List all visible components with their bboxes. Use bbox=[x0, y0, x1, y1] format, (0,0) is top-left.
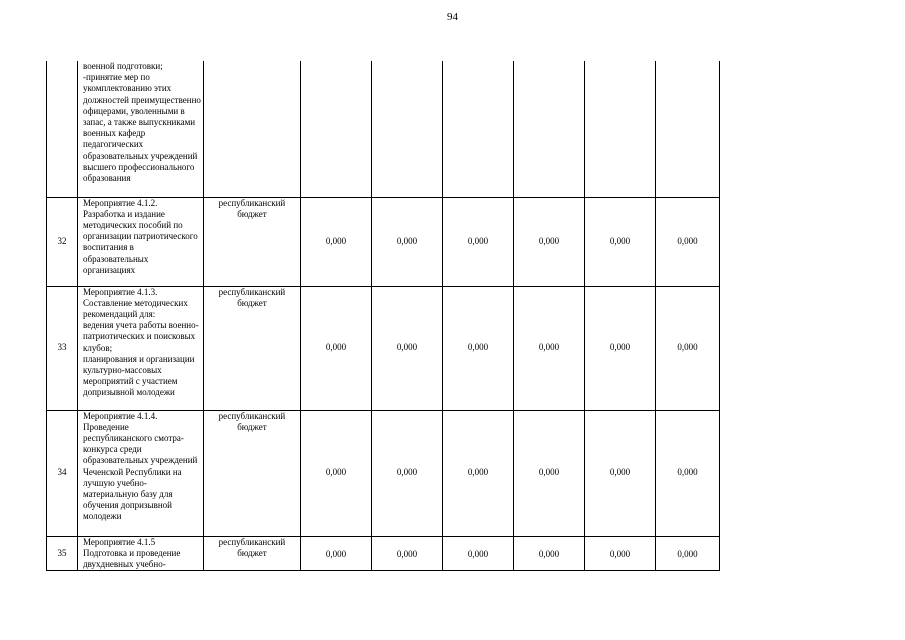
amount-value: 0,000 bbox=[677, 235, 698, 246]
description-line: культурно-массовых bbox=[83, 364, 162, 375]
amount-cell bbox=[584, 61, 655, 197]
description-line: образовательных учреждений bbox=[83, 455, 198, 466]
amount-cell bbox=[300, 410, 371, 536]
description-line: -принятие мер по bbox=[83, 72, 150, 83]
description-line: ведения учета работы военно- bbox=[83, 320, 199, 331]
amount-cell bbox=[655, 536, 719, 571]
funding-source bbox=[203, 536, 300, 571]
row-number: 34 bbox=[47, 410, 78, 536]
description-line: педагогических bbox=[83, 139, 144, 150]
amount-cell bbox=[655, 286, 719, 410]
description-line: Подготовка и проведение bbox=[83, 547, 181, 558]
description-line: республиканского смотра- bbox=[83, 432, 184, 443]
amount-cell bbox=[300, 286, 371, 410]
amount-cell bbox=[513, 61, 584, 197]
amount-value: 0,000 bbox=[325, 467, 347, 478]
description-line: планирования и организации bbox=[83, 353, 195, 364]
description-line: допризывной молодежи bbox=[83, 387, 175, 398]
amount-cell bbox=[371, 197, 442, 286]
amount-cell bbox=[513, 536, 584, 571]
description-line: военной подготовки; bbox=[83, 61, 163, 71]
amount-cell bbox=[442, 61, 513, 197]
description-line: Чеченской Республики на bbox=[83, 466, 182, 477]
funding-source-line: республиканский bbox=[218, 410, 286, 421]
funding-source bbox=[203, 286, 300, 410]
amount-value: 0,000 bbox=[538, 548, 560, 559]
amount-cell bbox=[371, 410, 442, 536]
amount-value: 0,000 bbox=[677, 548, 698, 559]
amount-cell bbox=[513, 410, 584, 536]
funding-source-line: республиканский bbox=[218, 286, 286, 297]
amount-cell bbox=[655, 61, 719, 197]
amount-cell bbox=[300, 197, 371, 286]
amount-value: 0,000 bbox=[609, 235, 631, 246]
amount-cell bbox=[371, 286, 442, 410]
amount-cell bbox=[371, 61, 442, 197]
amount-value: 0,000 bbox=[609, 467, 631, 478]
amount-cell bbox=[442, 197, 513, 286]
description-line: должностей преимущественно bbox=[83, 94, 201, 105]
measure-description bbox=[78, 61, 204, 197]
description-line: запас, а также выпускниками bbox=[83, 117, 196, 128]
table-row bbox=[47, 410, 720, 536]
amount-value: 0,000 bbox=[325, 342, 347, 353]
description-line: Мероприятие 4.1.2. bbox=[83, 197, 158, 208]
table-row bbox=[47, 536, 720, 571]
description-line: Мероприятие 4.1.3. bbox=[83, 286, 158, 297]
funding-source-line: бюджет bbox=[237, 297, 267, 308]
amount-value: 0,000 bbox=[467, 342, 489, 353]
funding-source-line: республиканский bbox=[218, 536, 286, 547]
funding-source bbox=[203, 410, 300, 536]
description-line: образовательных учреждений bbox=[83, 150, 198, 161]
amount-value: 0,000 bbox=[677, 467, 698, 478]
description-line: двухдневных учебно- bbox=[83, 558, 166, 569]
amount-value: 0,000 bbox=[467, 548, 489, 559]
description-line: лучшую учебно- bbox=[83, 477, 147, 488]
amount-cell bbox=[371, 536, 442, 571]
description-line: воспитания в bbox=[83, 242, 134, 253]
description-line: методических пособий по bbox=[83, 219, 183, 230]
amount-value: 0,000 bbox=[609, 342, 631, 353]
amount-cell bbox=[655, 410, 719, 536]
measures-table bbox=[46, 61, 720, 571]
description-line: конкурса среди bbox=[83, 444, 142, 455]
description-line: Проведение bbox=[83, 421, 129, 432]
amount-value: 0,000 bbox=[467, 467, 489, 478]
measure-description bbox=[78, 410, 204, 536]
amount-value: 0,000 bbox=[609, 548, 631, 559]
description-line: материальную базу для bbox=[83, 488, 173, 499]
amount-value: 0,000 bbox=[325, 235, 347, 246]
row-number: 33 bbox=[47, 286, 78, 410]
funding-source-line: бюджет bbox=[237, 208, 267, 219]
amount-value: 0,000 bbox=[396, 467, 418, 478]
table-row bbox=[47, 197, 720, 286]
amount-cell bbox=[513, 197, 584, 286]
amount-value: 0,000 bbox=[396, 548, 418, 559]
description-line: Разработка и издание bbox=[83, 208, 165, 219]
row-number: 35 bbox=[47, 536, 78, 571]
amount-value: 0,000 bbox=[467, 235, 489, 246]
description-line: высшего профессионального bbox=[83, 161, 195, 172]
measure-description bbox=[78, 197, 204, 286]
amount-value: 0,000 bbox=[677, 342, 698, 353]
description-line: образовательных bbox=[83, 253, 149, 264]
amount-cell bbox=[300, 536, 371, 571]
amount-value: 0,000 bbox=[538, 235, 560, 246]
amount-cell bbox=[584, 197, 655, 286]
row-number bbox=[47, 61, 78, 197]
description-line: рекомендаций для: bbox=[83, 308, 156, 319]
description-line: патриотических и поисковых bbox=[83, 331, 196, 342]
description-line: образования bbox=[83, 173, 131, 184]
description-line: укомплектованию этих bbox=[83, 83, 172, 94]
funding-source bbox=[203, 197, 300, 286]
measure-description bbox=[78, 536, 204, 571]
table-row bbox=[47, 61, 720, 197]
description-line: организации патриотического bbox=[83, 231, 198, 242]
amount-cell bbox=[655, 197, 719, 286]
description-line: Мероприятие 4.1.5 bbox=[83, 536, 156, 547]
table-row bbox=[47, 286, 720, 410]
description-line: офицерами, уволенными в bbox=[83, 105, 185, 116]
funding-source-line: бюджет bbox=[237, 547, 267, 558]
amount-cell bbox=[442, 536, 513, 571]
description-line: молодежи bbox=[83, 511, 122, 522]
page-number: 94 bbox=[447, 11, 458, 23]
description-line: обучения допризывной bbox=[83, 500, 172, 511]
amount-value: 0,000 bbox=[325, 548, 347, 559]
amount-value: 0,000 bbox=[538, 467, 560, 478]
measure-description bbox=[78, 286, 204, 410]
funding-source-line: бюджет bbox=[237, 421, 267, 432]
description-line: Составление методических bbox=[83, 297, 188, 308]
amount-value: 0,000 bbox=[396, 235, 418, 246]
description-line: клубов; bbox=[83, 342, 113, 353]
amount-value: 0,000 bbox=[538, 342, 560, 353]
amount-cell bbox=[513, 286, 584, 410]
amount-cell bbox=[300, 61, 371, 197]
funding-source-line: республиканский bbox=[218, 197, 286, 208]
amount-cell bbox=[442, 410, 513, 536]
description-line: военных кафедр bbox=[83, 128, 146, 139]
row-number: 32 bbox=[47, 197, 78, 286]
amount-cell bbox=[584, 286, 655, 410]
amount-cell bbox=[584, 410, 655, 536]
funding-source bbox=[203, 61, 300, 197]
description-line: мероприятий с участием bbox=[83, 376, 178, 387]
amount-value: 0,000 bbox=[396, 342, 418, 353]
amount-cell bbox=[442, 286, 513, 410]
description-line: организациях bbox=[83, 264, 136, 275]
description-line: Мероприятие 4.1.4. bbox=[83, 410, 158, 421]
amount-cell bbox=[584, 536, 655, 571]
